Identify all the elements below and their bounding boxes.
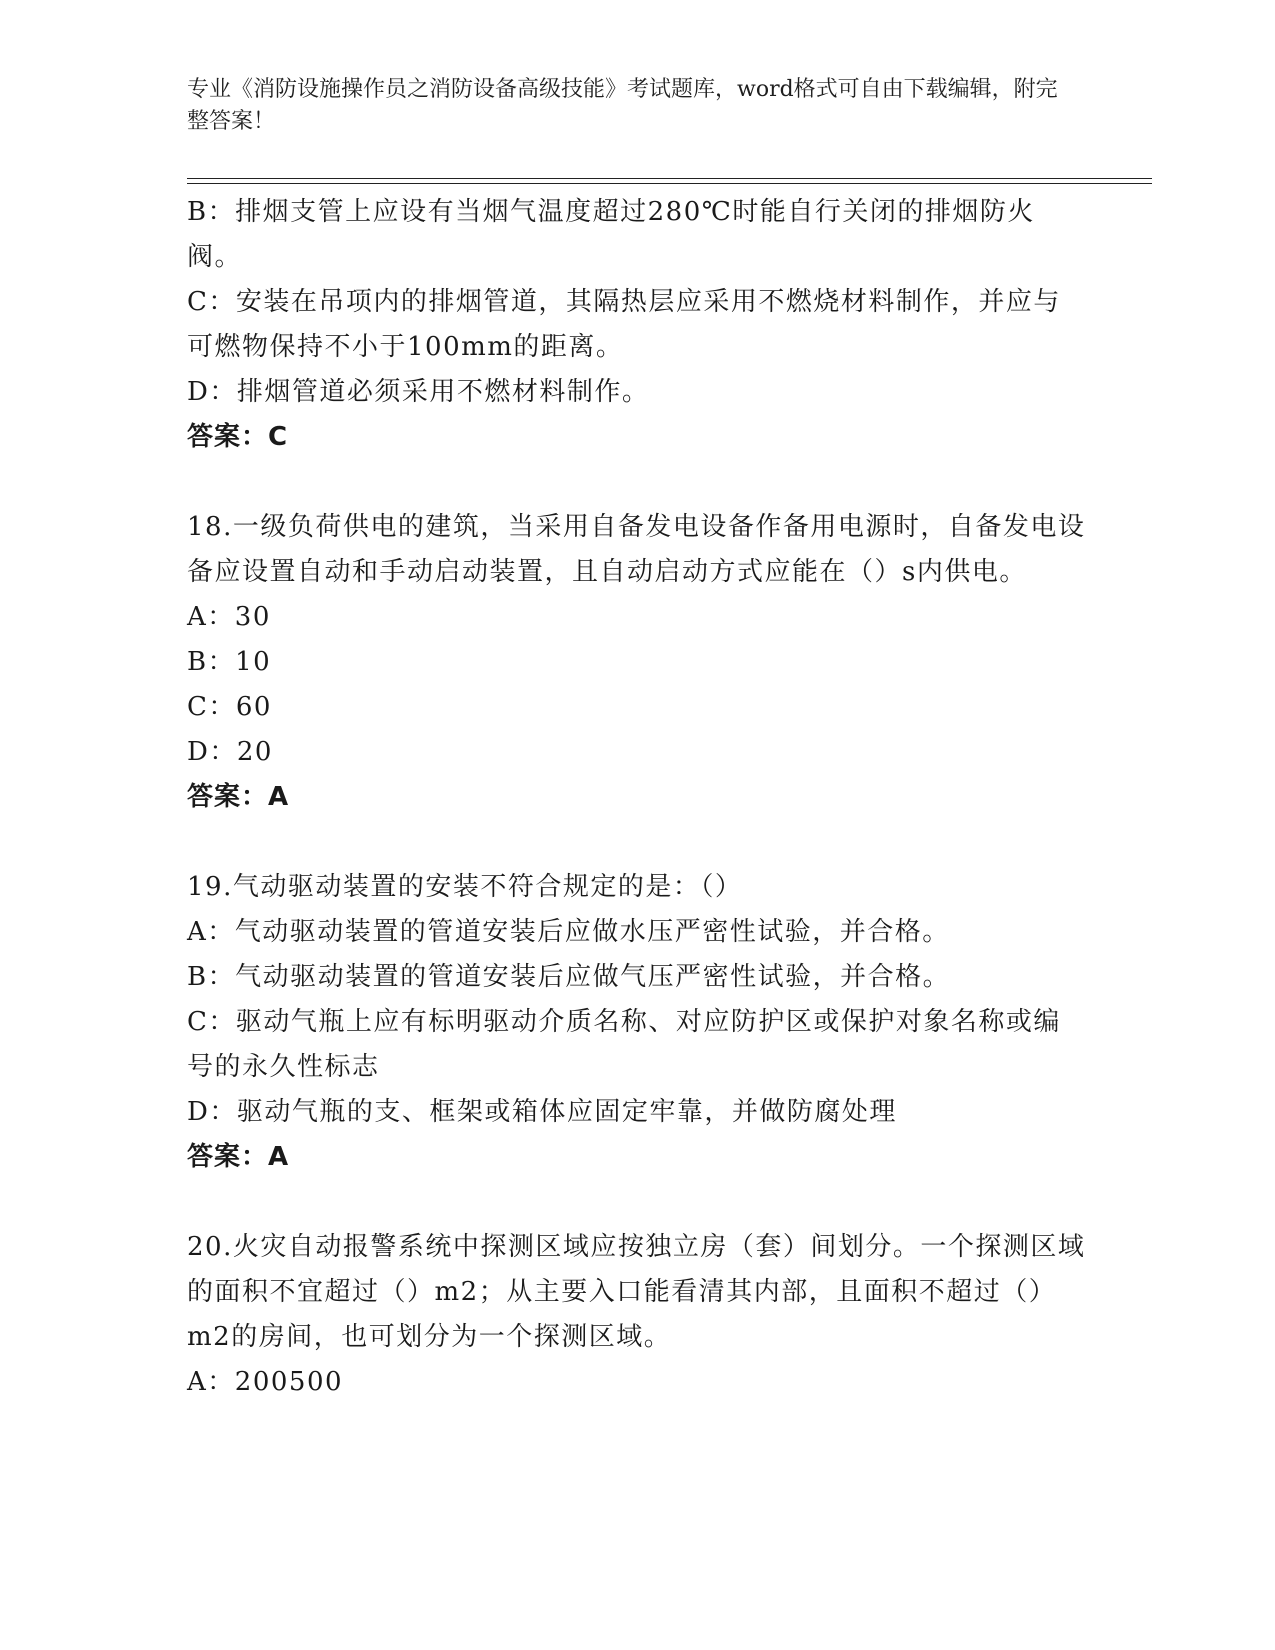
q20-option-a: A：200500 bbox=[187, 1367, 344, 1397]
q17-option-d: D：排烟管道必须采用不燃材料制作。 bbox=[187, 377, 650, 407]
question-18-block bbox=[187, 505, 1087, 820]
q19-option-d: D：驱动气瓶的支、框架或箱体应固定牢靠，并做防腐处理 bbox=[187, 1097, 897, 1127]
spacer bbox=[187, 1180, 1087, 1225]
q18-option-c: C：60 bbox=[187, 692, 272, 722]
q18-question: 18.一级负荷供电的建筑，当采用自备发电设备作备用电源时，自备发电设备应设置自动和手动启动装置，且自动启动方式应能在（）s内供电。 bbox=[187, 512, 1086, 587]
q17-option-b: B：排烟支管上应设有当烟气温度超过280℃时能自行关闭的排烟防火阀。 bbox=[187, 197, 1035, 272]
q18-answer: 答案：A bbox=[187, 782, 290, 812]
q20-question: 20.火灾自动报警系统中探测区域应按独立房（套）间划分。一个探测区域的面积不宜超过（）m2；从主要入口能看清其内部，且面积不超过（）m2的房间，也可划分为一个探测区域。 bbox=[187, 1232, 1086, 1352]
document-header: 专业《消防设施操作员之消防设备高级技能》考试题库，word格式可自由下载编辑，附完整答案！ bbox=[187, 77, 1058, 134]
q19-option-b: B：气动驱动装置的管道安装后应做气压严密性试验，并合格。 bbox=[187, 962, 951, 992]
question-19-block bbox=[187, 865, 1087, 1180]
q18-option-a: A：30 bbox=[187, 602, 271, 632]
question-20-block bbox=[187, 1225, 1087, 1405]
header-rule-top bbox=[187, 178, 1152, 179]
q18-option-d: D：20 bbox=[187, 737, 273, 767]
q19-answer: 答案：A bbox=[187, 1142, 290, 1172]
q17-option-c: C：安装在吊项内的排烟管道，其隔热层应采用不燃烧材料制作，并应与可燃物保持不小于100mm的距离。 bbox=[187, 287, 1061, 362]
q17-answer: 答案：C bbox=[187, 422, 289, 452]
question-17-block bbox=[187, 190, 1087, 460]
document-body bbox=[187, 190, 1087, 1405]
q18-option-b: B：10 bbox=[187, 647, 272, 677]
q19-option-c: C：驱动气瓶上应有标明驱动介质名称、对应防护区或保护对象名称或编号的永久性标志 bbox=[187, 1007, 1061, 1082]
q19-question: 19.气动驱动装置的安装不符合规定的是：（） bbox=[187, 872, 743, 902]
q19-option-a: A：气动驱动装置的管道安装后应做水压严密性试验，并合格。 bbox=[187, 917, 950, 947]
spacer bbox=[187, 820, 1087, 865]
header-rule-bottom bbox=[187, 183, 1152, 184]
spacer bbox=[187, 460, 1087, 505]
